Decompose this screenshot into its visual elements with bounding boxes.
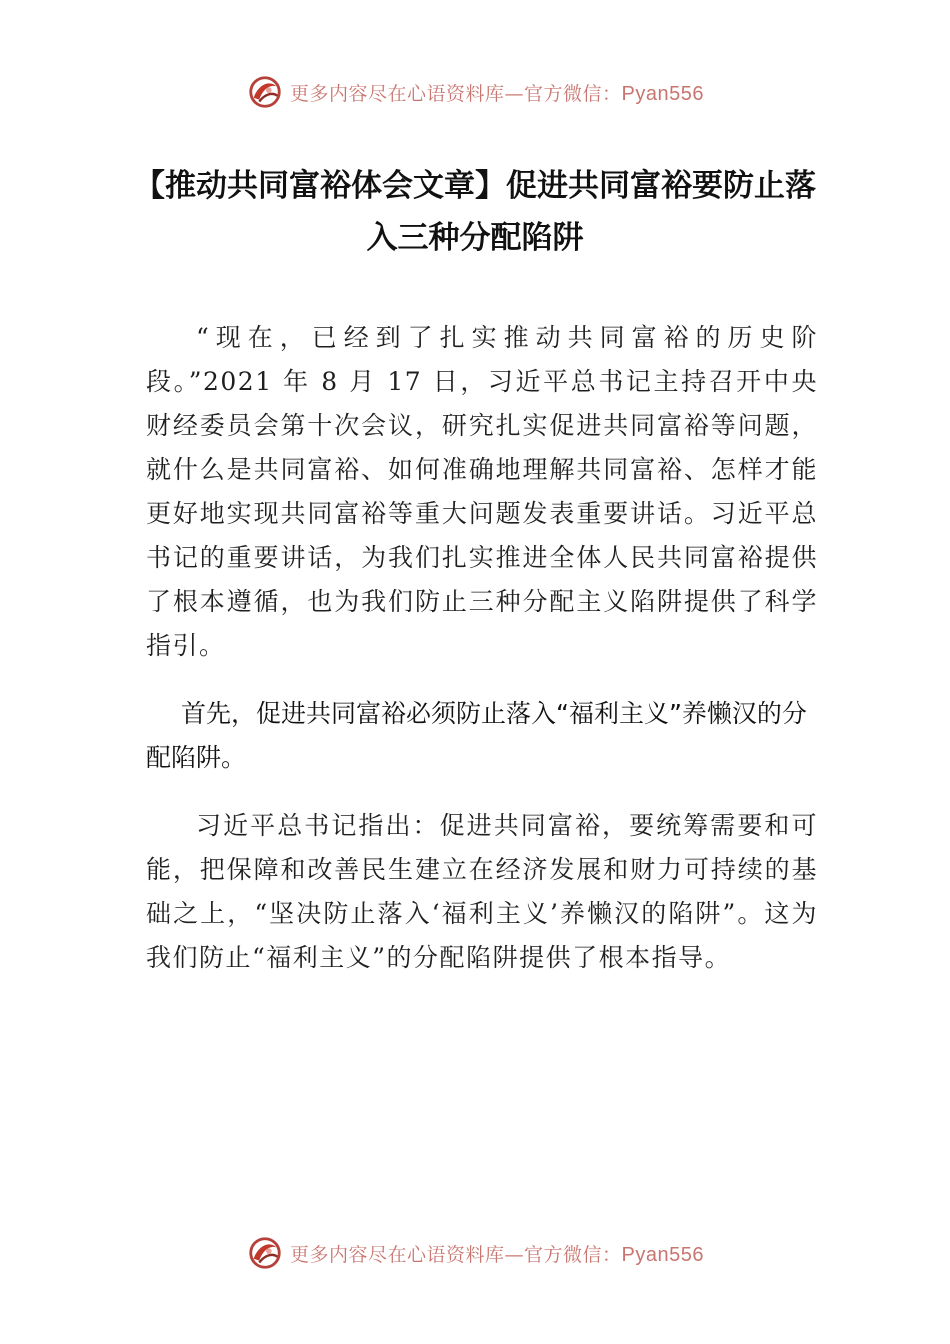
document-title: 【推动共同富裕体会文章】促进共同富裕要防止落入三种分配陷阱: [134, 168, 816, 256]
section-heading: 首先，促进共同富裕必须防止落入“福利主义”养懒汉的分配陷阱。: [146, 699, 807, 772]
footer-watermark: [0, 1233, 950, 1273]
paragraph-intro: “现在，已经到了扎实推动共同富裕的历史阶段。”2021 年 8 月 17 日，习近平总书记主持召开中央财经委员会第十次会议，研究扎实促进共同富裕等问题，就什么是共同富裕、如何准确地理解共同富裕、怎样才能更好地实现共同富裕等重大问题发表重要讲话。习近平总书记的重要讲话，为我们扎实推进全体人民共同富裕提供了根本遵循，也为我们防止三种分配主义陷阱提供了科学指引。: [146, 323, 818, 660]
wechat-id: Pyan556: [621, 1243, 704, 1266]
header-watermark: [0, 72, 950, 112]
watermark-text: 更多内容尽在心语资料库—官方微信：Pyan556: [290, 1243, 704, 1266]
wechat-id: Pyan556: [621, 82, 704, 105]
red-swirl-logo-icon: [246, 73, 284, 111]
watermark-text: 更多内容尽在心语资料库—官方微信：Pyan556: [290, 82, 704, 105]
paragraph-body: 习近平总书记指出：促进共同富裕，要统筹需要和可能，把保障和改善民生建立在经济发展和财力可持续的基础之上，“坚决防止落入‘福利主义’养懒汉的陷阱”。这为我们防止“福利主义”的分配陷阱提供了根本指导。: [146, 811, 818, 972]
red-swirl-logo-icon: [246, 1234, 284, 1272]
